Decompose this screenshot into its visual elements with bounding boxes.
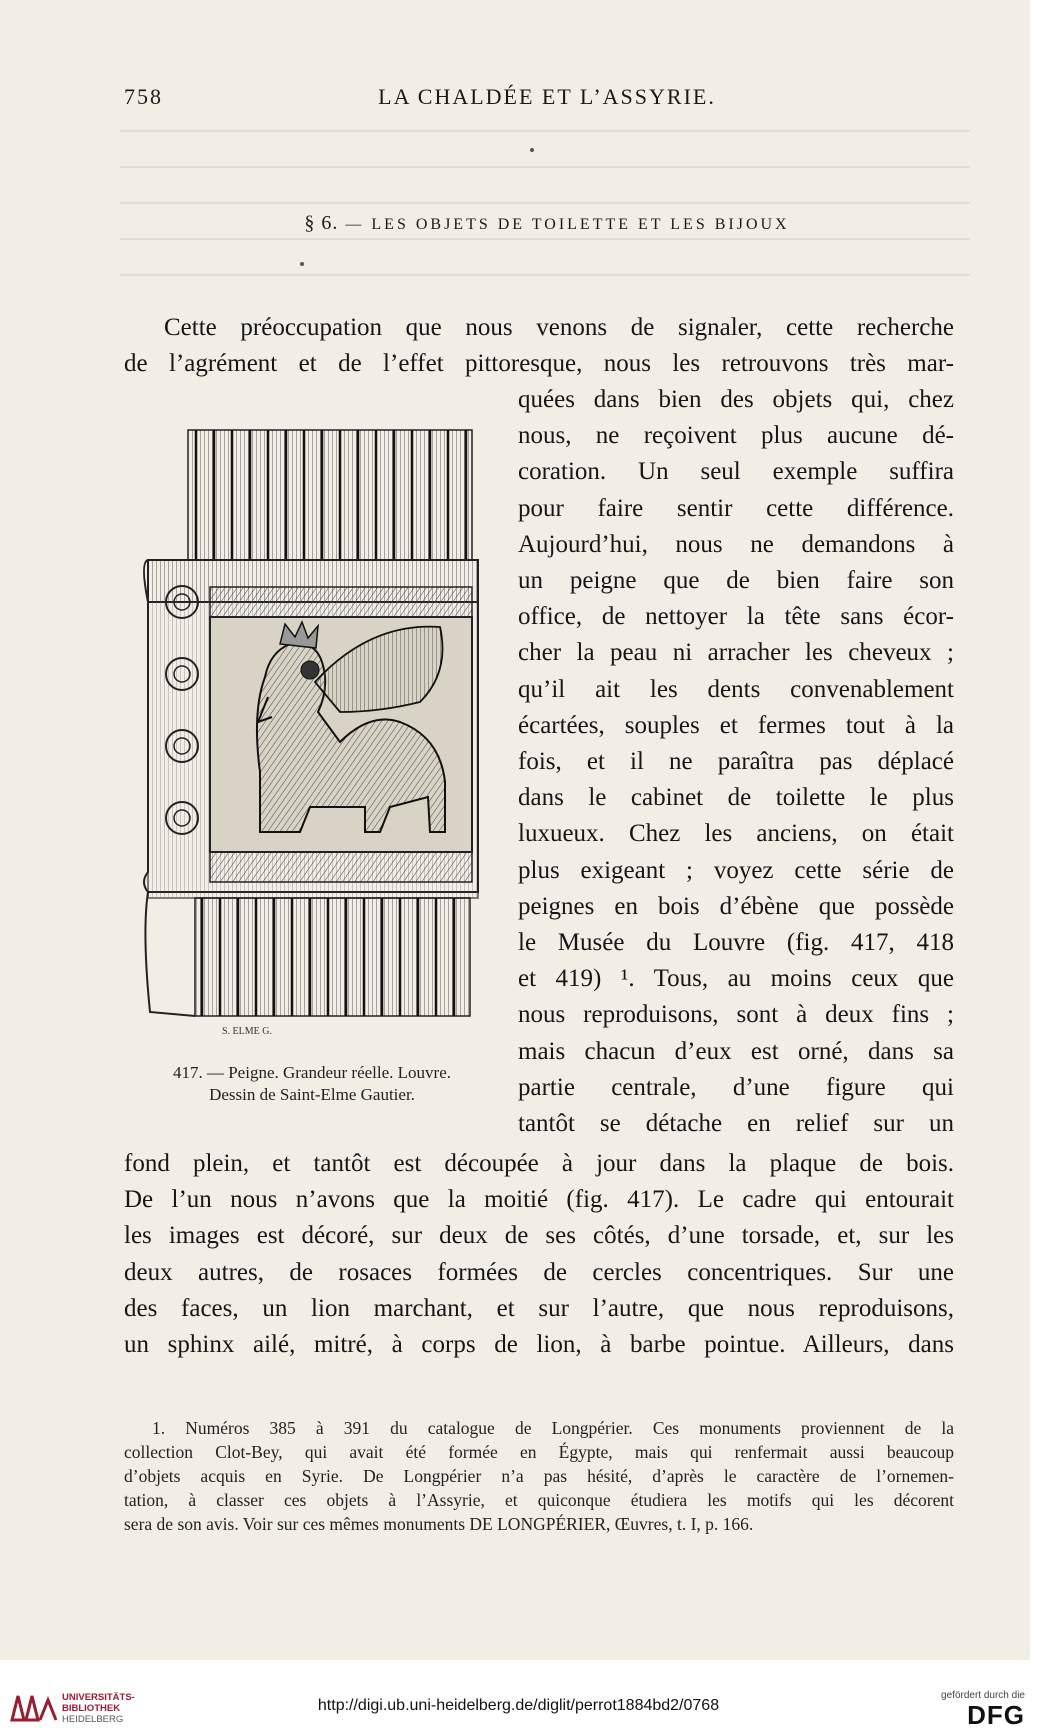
source-url-link[interactable]: http://digi.ub.uni-heidelberg.de/diglit/perrot1884bd2/0768: [317, 1697, 720, 1714]
sphinx-headdress-rosette: [301, 661, 319, 679]
text-line: qu’il ait les dents convenablement: [518, 675, 954, 703]
comb-engraving: [140, 412, 490, 1042]
torsade-band-top: [210, 587, 472, 617]
torsade-band-bottom: [210, 852, 472, 882]
footnote-line: collection Clot-Bey, qui avait été formée en Égypte, mais qui renfermait aussi beaucoup: [124, 1442, 954, 1462]
wrapped-paragraph: [518, 382, 954, 1142]
text-line: le Musée du Louvre (fig. 417, 418: [518, 929, 954, 957]
library-name-line: HEIDELBERG: [62, 1714, 124, 1725]
text-line: pour faire sentir cette différence.: [518, 494, 954, 522]
section-symbol: § 6.: [304, 212, 339, 234]
text-line: nous, ne reçoivent plus aucune dé-: [518, 422, 954, 450]
running-title: LA CHALDÉE ET L’ASSYRIE.: [378, 84, 716, 109]
text-line: tantôt se détache en relief sur un: [518, 1110, 954, 1138]
comb-teeth-top: [188, 430, 472, 560]
dfg-logo: DFG: [967, 1700, 1025, 1730]
text-line: de l’agrément et de l’effet pittoresque, nous les retrouvons très mar-: [124, 350, 954, 378]
sponsor-label: gefördert durch die: [941, 1690, 1025, 1701]
text-line: cher la peau ni arracher les cheveux ;: [518, 639, 954, 667]
engraver-signature: S. ELME G.: [222, 1026, 272, 1037]
text-line: quées dans bien des objets qui, chez: [518, 386, 954, 413]
footnote: [124, 1416, 954, 1536]
footnote-line: d’objets acquis en Syrie. De Longpérier n’a pas hésité, d’après le caractère de l’ornemen-: [124, 1466, 954, 1486]
text-line: écartées, souples et fermes tout à la: [518, 711, 954, 739]
running-head: [124, 84, 970, 114]
text-line: deux autres, de rosaces formées de cercles concentriques. Sur une: [124, 1258, 954, 1286]
text-line: des faces, un lion marchant, et sur l’autre, que nous reproduisons,: [124, 1294, 954, 1322]
paper-speck: [300, 262, 304, 266]
text-line: et 419) ¹. Tous, au moins ceux que: [518, 965, 954, 993]
text-line: un sphinx ailé, mitré, à corps de lion, à barbe pointue. Ailleurs, dans: [124, 1331, 954, 1359]
comb-teeth-bottom: [195, 898, 470, 1016]
footnote-line: 1. Numéros 385 à 391 du catalogue de Longpérier. Ces monuments proviennent de la: [152, 1418, 954, 1438]
footnote-line: sera de son avis. Voir sur ces mêmes monuments DE LONGPÉRIER, Œuvres, t. I, p. 166.: [124, 1514, 754, 1534]
text-line: fois, et il ne paraîtra pas déplacé: [518, 748, 954, 776]
text-line: dans le cabinet de toilette le plus: [518, 784, 954, 812]
text-line: luxueux. Chez les anciens, on était: [518, 820, 954, 848]
viewer-footer-bar: [0, 1660, 1037, 1729]
text-line: fond plein, et tantôt est découpée à jour dans la plaque de bois.: [124, 1150, 954, 1177]
text-line: peignes en bois d’ébène que possède: [518, 892, 954, 920]
text-line: Cette préoccupation que nous venons de signaler, cette recherche: [164, 314, 954, 341]
text-line: les images est décoré, sur deux de ses côtés, d’une torsade, et, sur les: [124, 1222, 954, 1250]
library-name-line: BIBLIOTHEK: [62, 1703, 121, 1714]
text-line: un peigne que de bien faire son: [518, 567, 954, 595]
text-line: mais chacun d’eux est orné, dans sa: [518, 1037, 954, 1065]
text-line: partie centrale, d’une figure qui: [518, 1073, 954, 1101]
intro-paragraph: [124, 310, 954, 382]
comb-illustration: [140, 412, 490, 1042]
section-title: — LES OBJETS DE TOILETTE ET LES BIJOUX: [345, 216, 790, 233]
text-line: Aujourd’hui, nous ne demandons à: [518, 530, 954, 558]
caption-line: 417. — Peigne. Grandeur réelle. Louvre.: [172, 1063, 452, 1082]
section-heading: [124, 212, 970, 235]
figure-caption: [122, 1062, 502, 1106]
continuation-paragraph: [124, 1146, 954, 1363]
paper-speck: [530, 148, 534, 152]
caption-line: Dessin de Saint-Elme Gautier.: [209, 1085, 415, 1104]
text-line: coration. Un seul exemple suffira: [518, 458, 954, 486]
footnote-line: tation, à classer ces objets à l’Assyrie, et quiconque étudiera les motifs qui les décorent: [124, 1490, 954, 1510]
library-name-line: UNIVERSITÄTS-: [62, 1692, 135, 1703]
text-line: office, de nettoyer la tête sans écor-: [518, 603, 954, 631]
page-number: 758: [124, 84, 163, 109]
text-line: De l’un nous n’avons que la moitié (fig. 417). Le cadre qui entourait: [124, 1186, 954, 1214]
text-line: nous reproduisons, sont à deux fins ;: [518, 1001, 954, 1029]
text-line: plus exigeant ; voyez cette série de: [518, 856, 954, 884]
